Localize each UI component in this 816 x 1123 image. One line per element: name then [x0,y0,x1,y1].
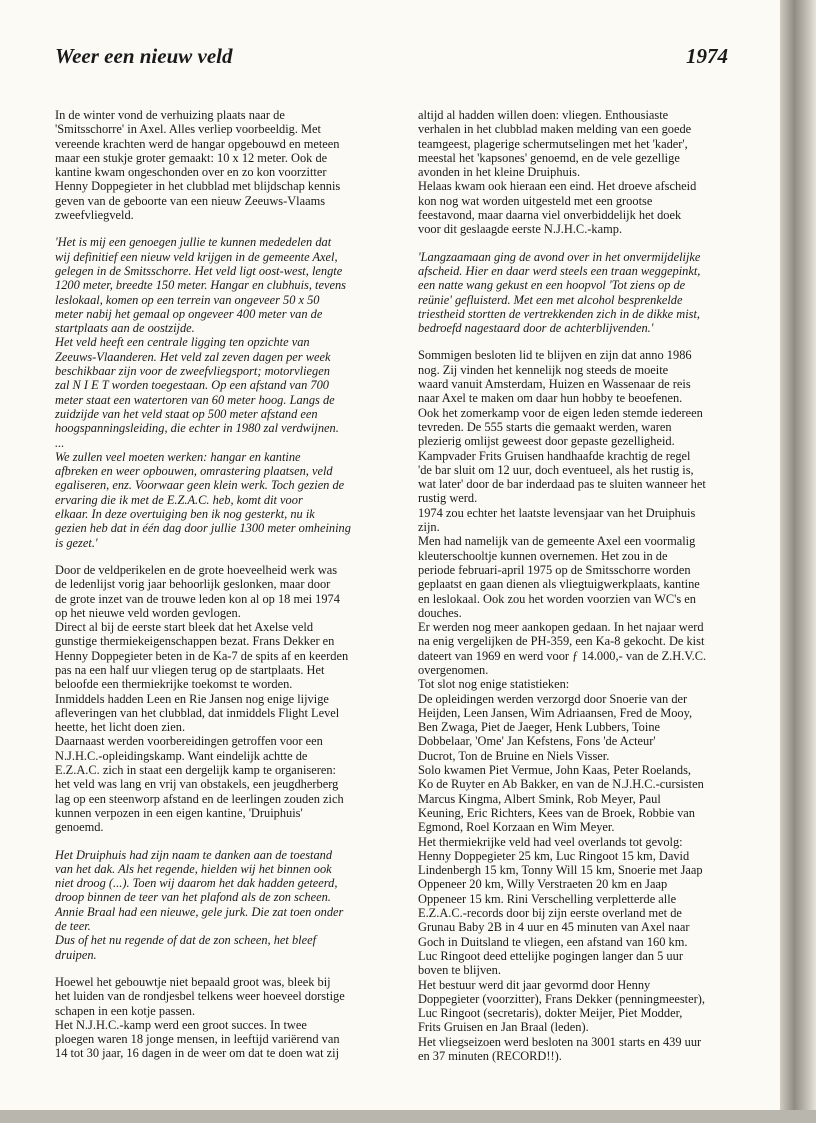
left-column [55,108,367,1074]
paragraph-left-1: In de winter vond de verhuizing plaats naar de 'Smitsschorre' in Axel. Alles verliep voorbeeldig. Met vereende krachten werd de hangar opgebouwd en meteen maar een stukje groter gemaakt: 10 x 12 meter. Ook de kantine kwam ongeschonden over en zo kon voorzitter Henny Doppegieter in het clubblad met blijdschap kennis geven van de geboorte van een nieuw Zeeuws-Vlaams zweefvliegveld. [55,108,341,223]
paragraph-left-3: Hoewel het gebouwtje niet bepaald groot was, bleek bij het luiden van de rondjesbel telkens weer hoeveel dorstige schapen in een kotje passen. Het N.J.H.C.-kamp werd een groot succes. In twee ploegen waren 18 jonge mensen, in leeftijd variërend van 14 tot 30 jaar, 16 dagen in de weer om dat te doen wat zij [55,974,345,1061]
paragraph-left-2: Door de veldperikelen en de grote hoeveelheid werk was de ledenlijst vorig jaar behoorlijk geslonken, maar door de grote inzet van de trouwe leden kon al op 18 mei 1974 op het nieuwe veld worden gevlogen. Direct al bij de eerste start bleek dat het Axelse veld gunstige thermiekeigenschappen bezat. Frans Dekker en Henny Doppegieter beten in de Ka-7 de spits af en keerden pas na een half uur vliegen terug op de startplaats. Het beloofde een thermiekrijke toekomst te worden. Inmiddels hadden Leen en Rie Jansen nog enige lijvige afleveringen van het clubblad, dat inmiddels Flight Level heette, het licht doen zien. Daarnaast werden voorbereidingen getroffen voor een N.J.H.C.-opleidingskamp. Want eindelijk achtte de E.Z.A.C. zich in staat een dergelijk kamp te organiseren: het veld was lang en vrij van obstakels, een jeugdherberg lag op een steenworp afstand en de leerlingen zouden zich kunnen verpozen in een eigen kantine, 'Druiphuis' genoemd. [55,562,349,835]
paragraph-right-2: Sommigen besloten lid te blijven en zijn dat anno 1986 nog. Zij vinden het kennelijk nog steeds de moeite waard vanuit Amsterdam, Huizen en Wassenaar de reis naar Axel te maken om daar hun hobby te beoefenen. Ook het zomerkamp voor de eigen leden stemde iedereen tevreden. De 555 starts die gemaakt werden, waren plezierig omlijst geweest door gepaste gezelligheid. Kampvader Frits Gruisen handhaafde krachtig de regel 'de bar sluit om 12 uur, doch eventueel, als het rustig is, wat later' door de bar inderdaad pas te sluiten wanneer het rustig werd. 1974 zou echter het laatste levensjaar van het Druiphuis zijn. Men had namelijk van de gemeente Axel een voormalig kleuterschooltje kunnen overnemen. Het zou in de periode februari-april 1975 op de Smitsschorre worden geplaatst en gaan dienen als vliegtuigwerkplaats, kantine en leslokaal. Ook zou het worden voorzien van WC's en douches. Er werden nog meer aankopen gedaan. In het najaar werd na enig vergelijken de PH-359, een Ka-8 gekocht. De kist dateert van 1969 en werd voor ƒ 14.000,- van de Z.H.V.C. overgenomen. Tot slot nog enige statistieken: De opleidingen werden verzorgd door Snoerie van der Heijden, Leen Jansen, Wim Adriaansen, Fred de Mooy, Ben Zwaga, Piet de Jaeger, Henk Lubbers, Toine Dobbelaar, 'Ome' Jan Kefstens, Fons 'de Acteur' Ducrot, Ton de Bruine en Niels Visser. Solo kwamen Piet Vermue, John Kaas, Peter Roelands, Ko de Ruyter en Ab Bakker, en van de N.J.H.C.-cursisten Marcus Kingma, Albert Smink, Rob Meyer, Paul Keuning, Eric Richters, Kees van de Broek, Robbie van Egmond, Roel Korzaan en Wim Meyer. Het thermiekrijke veld had veel overlands tot gevolg: Henny Doppegieter 25 km, Luc Ringoot 15 km, David Lindenbergh 15 km, Tonny Will 15 km, Snoerie met Jaap Oppeneer 20 km, Willy Verstraeten 20 km en Jaap Oppeneer 15 km. Rini Verschelling verpletterde alle E.Z.A.C.-records door bij zijn eerste overland met de Grunau Baby 2B in 4 uur en 45 minuten van Axel naar Goch in Duitsland te vliegen, een afstand van 160 km. Luc Ringoot deed ettelijke pogingen langer dan 5 uur boven te blijven. Het bestuur werd dit jaar gevormd door Henny Doppegieter (voorzitter), Frans Dekker (penningmeester), Luc Ringoot (secretaris), dokter Meijer, Piet Modder, Frits Gruisen en Jan Braal (leden). Het vliegseizoen werd besloten na 3001 starts en 439 uur en 37 minuten (RECORD!!). [418,348,707,1063]
page-year: 1974 [686,44,728,68]
page-title: Weer een nieuw veld [55,44,233,68]
quote-right-1: 'Langzaamaan ging de avond over in het onvermijdelijke afscheid. Hier en daar werd steels een traan weggepinkt, een natte wang gekust en een hoopvol 'Tot ziens op de reünie' gefluisterd. Met een met alcohol besprenkelde triestheid stortten de vertrekkenden zich in de dikke mist, bedroefd nagestaard door de achterblijvenden.' [418,249,701,336]
right-column [418,108,740,1076]
quote-left-2: Het Druiphuis had zijn naam te danken aan de toestand van het dak. Als het regende, hielden wij het binnen ook niet droog (...). Toen wij daarom het dak hadden geteerd, droop binnen de teer van het plafond als de zon scheen. Annie Braal had een nieuwe, gele jurk. Die zat toen onder de teer. Dus of het nu regende of dat de zon scheen, het bleef druipen. [55,847,344,962]
page-bottom-edge [0,1110,816,1123]
paragraph-right-1: altijd al hadden willen doen: vliegen. Enthousiaste verhalen in het clubblad maken melding van een goede teamgeest, plagerige schermutselingen met het 'kader', meestal het 'kapsones' genoemd, en de vele gezellige avonden in het kleine Druiphuis. Helaas kwam ook hieraan een eind. Het droeve afscheid kon nog wat worden uitgesteld met een grootse feestavond, maar daarna viel onverbiddelijk het doek voor dit geslaagde eerste N.J.H.C.-kamp. [418,108,697,237]
page-edge [780,0,816,1123]
quote-left-1: 'Het is mij een genoegen jullie te kunnen mededelen dat wij definitief een nieuw veld krijgen in de gemeente Axel, gelegen in de Smitsschorre. Het veld ligt oost-west, lengte 1200 meter, breedte 150 meter. Hangar en clubhuis, tevens leslokaal, komen op een terrein van ongeveer 50 x 50 meter nabij het gemaal op ongeveer 400 meter van de startplaats aan de oostzijde. Het veld heeft een centrale ligging ten opzichte van Zeeuws-Vlaanderen. Het veld zal zeven dagen per week beschikbaar zijn voor de zweefvliegsport; motorvliegen zal N I E T worden toegestaan. Op een afstand van 700 meter staat een watertoren van 60 meter hoog. Langs de zuidzijde van het veld staat op 500 meter afstand een hoogspanningsleiding, die echter in 1980 zal verdwijnen. ... We zullen veel moeten werken: hangar en kantine afbreken en weer opbouwen, omrastering plaatsen, veld egaliseren, enz. Voorwaar geen klein werk. Toch gezien de ervaring die ik met de E.Z.A.C. heb, komt dit voor elkaar. In deze overtuiging ben ik nog gesterkt, nu ik gezien heb dat in één dag door jullie 1300 meter omheining is gezet.' [55,235,351,550]
